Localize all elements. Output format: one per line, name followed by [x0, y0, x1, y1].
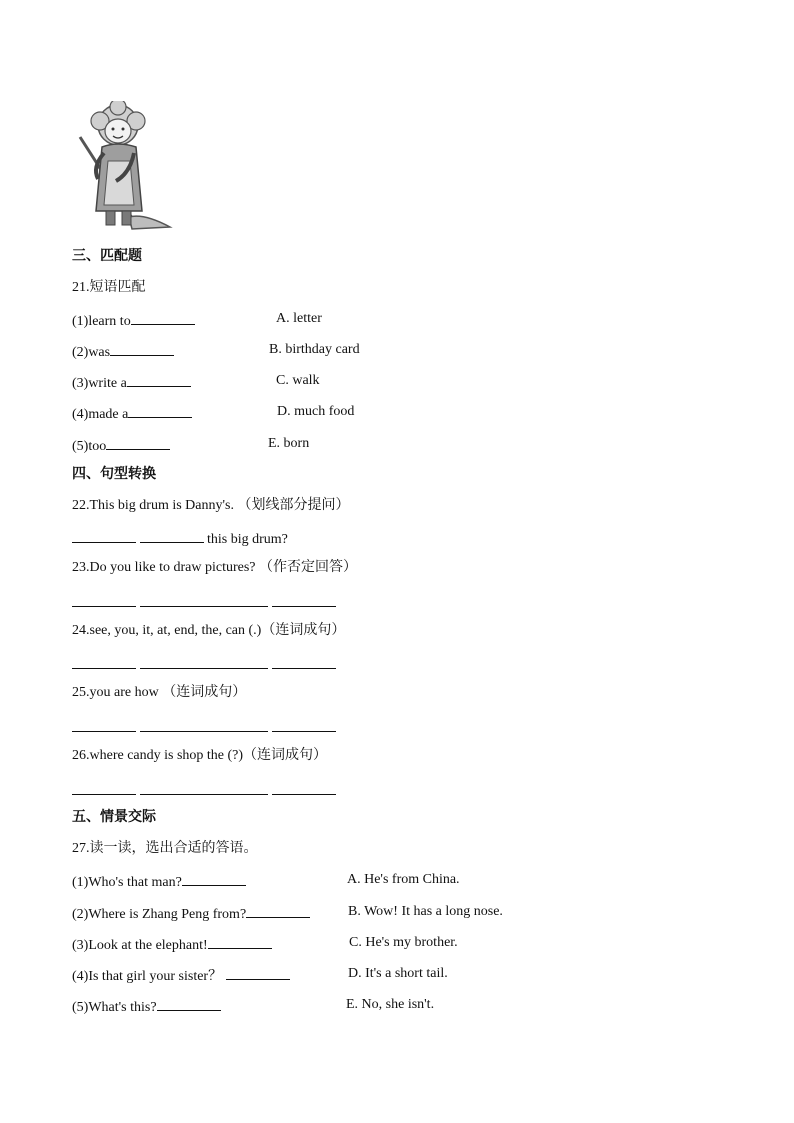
answer-line[interactable] — [72, 606, 136, 607]
dialogue-item-5: (5)What's this? — [72, 996, 221, 1017]
answer-line[interactable] — [72, 794, 136, 795]
answer-line[interactable] — [140, 794, 268, 795]
answer-blank[interactable] — [182, 871, 246, 886]
answer-line[interactable] — [272, 668, 336, 669]
dialogue-option-b: B. Wow! It has a long nose. — [348, 904, 503, 919]
sweeping-woman-illustration — [74, 101, 174, 231]
answer-line[interactable] — [272, 731, 336, 732]
answer-line[interactable] — [72, 668, 136, 669]
answer-blank[interactable] — [226, 965, 290, 980]
answer-line[interactable] — [140, 606, 268, 607]
match-item-5: (5)too — [72, 435, 170, 456]
answer-blank[interactable] — [72, 528, 136, 543]
answer-line[interactable] — [272, 606, 336, 607]
answer-line[interactable] — [72, 731, 136, 732]
question-24: 24.see, you, it, at, end, the, can (.)（连词成句） — [72, 623, 346, 638]
dialogue-option-a: A. He's from China. — [347, 872, 460, 887]
match-item-4: (4)made a — [72, 403, 192, 424]
match-option-d: D. much food — [277, 404, 355, 419]
question-21-title: 21.短语匹配 — [72, 280, 146, 295]
match-item-1: (1)learn to — [72, 310, 195, 331]
answer-blank[interactable] — [110, 341, 174, 356]
answer-blank[interactable] — [208, 934, 272, 949]
match-item-2: (2)was — [72, 341, 174, 362]
question-23: 23.Do you like to draw pictures? （作否定回答） — [72, 560, 358, 575]
match-option-c: C. walk — [276, 373, 320, 388]
dialogue-item-4: (4)Is that girl your sister？ — [72, 965, 290, 986]
answer-line[interactable] — [140, 731, 268, 732]
dialogue-item-1: (1)Who's that man? — [72, 871, 246, 892]
match-option-e: E. born — [268, 436, 310, 451]
dialogue-item-3: (3)Look at the elephant! — [72, 934, 272, 955]
answer-line[interactable] — [272, 794, 336, 795]
answer-blank[interactable] — [131, 310, 195, 325]
answer-blank[interactable] — [128, 403, 192, 418]
section-heading-sentence-transform: 四、句型转换 — [72, 466, 156, 482]
answer-line[interactable] — [140, 668, 268, 669]
section-heading-situational-dialogue: 五、情景交际 — [72, 809, 156, 825]
answer-blank[interactable] — [106, 435, 170, 450]
question-27-title: 27.读一读，选出合适的答语。 — [72, 841, 258, 856]
question-25: 25.you are how （连词成句） — [72, 685, 247, 700]
dialogue-option-d: D. It's a short tail. — [348, 966, 448, 981]
dialogue-item-2: (2)Where is Zhang Peng from? — [72, 903, 310, 924]
match-option-b: B. birthday card — [269, 342, 360, 357]
answer-blank[interactable] — [127, 372, 191, 387]
answer-blank[interactable] — [140, 528, 204, 543]
dialogue-option-c: C. He's my brother. — [349, 935, 458, 950]
question-26: 26.where candy is shop the (?)（连词成句） — [72, 748, 328, 763]
answer-blank[interactable] — [246, 903, 310, 918]
section-heading-matching: 三、匹配题 — [72, 248, 142, 264]
question-22-answer: this big drum? — [72, 528, 288, 549]
match-item-3: (3)write a — [72, 372, 191, 393]
answer-blank[interactable] — [157, 996, 221, 1011]
match-option-a: A. letter — [276, 311, 322, 326]
question-22: 22.This big drum is Danny's. （划线部分提问） — [72, 498, 350, 513]
dialogue-option-e: E. No, she isn't. — [346, 997, 435, 1012]
